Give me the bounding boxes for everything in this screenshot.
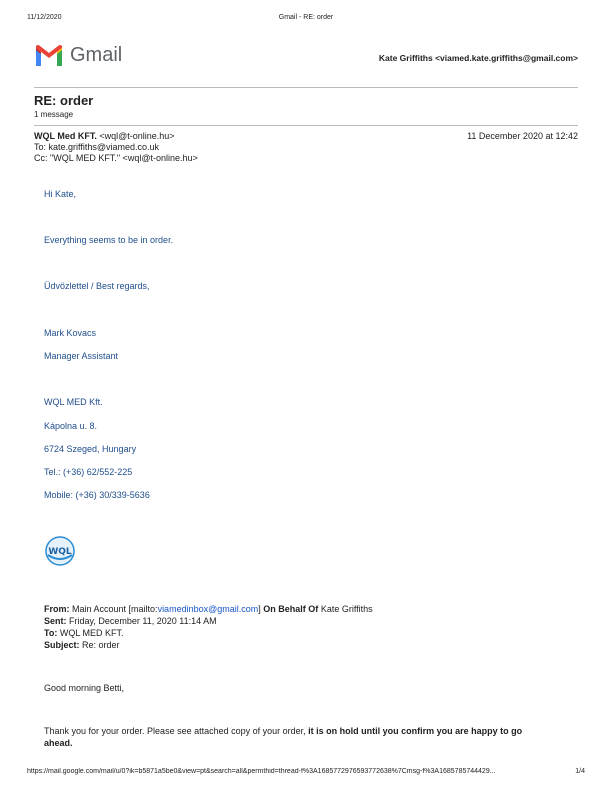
quoted-greeting: Good morning Betti, <box>44 683 125 693</box>
signature-city: 6724 Szeged, Hungary <box>44 444 137 454</box>
quoted-from: From: Main Account [mailto:viamedinbox@gmail.com] On Behalf Of Kate Griffiths <box>44 604 373 614</box>
gmail-logo-icon <box>34 44 64 68</box>
body-regards: Üdvözlettel / Best regards, <box>44 281 150 291</box>
quoted-subject: Subject: Re: order <box>44 640 120 650</box>
message-date: 11 December 2020 at 12:42 <box>467 131 578 141</box>
header-divider <box>34 87 578 88</box>
quoted-paragraph: Thank you for your order. Please see attached copy of your order, it is on hold until you confirm you are happy to go ahead. <box>44 726 523 748</box>
sender-name: WQL Med KFT. <box>34 131 97 141</box>
signature-street: Kápolna u. 8. <box>44 421 98 431</box>
quoted-sent: Sent: Friday, December 11, 2020 11:14 AM <box>44 616 217 626</box>
signature-tel: Tel.: (+36) 62/552-225 <box>44 467 133 477</box>
recipient-cc: Cc: "WQL MED KFT." <wql@t-online.hu> <box>34 153 198 163</box>
print-date: 11/12/2020 <box>27 14 62 21</box>
account-name: Kate Griffiths <viamed.kate.griffiths@gmail.com> <box>378 53 578 63</box>
wql-logo-text: WQL <box>48 547 72 557</box>
thread-subject: RE: order <box>34 93 94 108</box>
body-greeting: Hi Kate, <box>44 189 77 199</box>
quoted-to: To: WQL MED KFT. <box>44 628 124 638</box>
signature-mobile: Mobile: (+36) 30/339-5636 <box>44 490 150 500</box>
quoted-email-link[interactable]: viamedinbox@gmail.com <box>157 604 259 614</box>
signature-name: Mark Kovacs <box>44 328 97 338</box>
subject-divider <box>34 125 578 126</box>
sender-email: <wql@t-online.hu> <box>99 131 175 141</box>
print-url: https://mail.google.com/mail/u/0?ik=b5871a5be0&view=pt&search=all&permthid=thread-f%3A1685772976593772638%7Cmsg-f%3A1685785744429... <box>27 768 496 775</box>
body-line: Everything seems to be in order. <box>44 235 174 245</box>
print-title: Gmail - RE: order <box>278 14 334 21</box>
message-count: 1 message <box>34 110 74 119</box>
wql-logo-icon <box>44 535 76 567</box>
signature-company: WQL MED Kft. <box>44 397 103 407</box>
sender <box>34 131 175 141</box>
recipient-to: To: kate.griffiths@viamed.co.uk <box>34 142 160 152</box>
signature-title: Manager Assistant <box>44 351 119 361</box>
gmail-brand: Gmail <box>70 44 123 66</box>
print-page-number: 1/4 <box>575 768 585 775</box>
